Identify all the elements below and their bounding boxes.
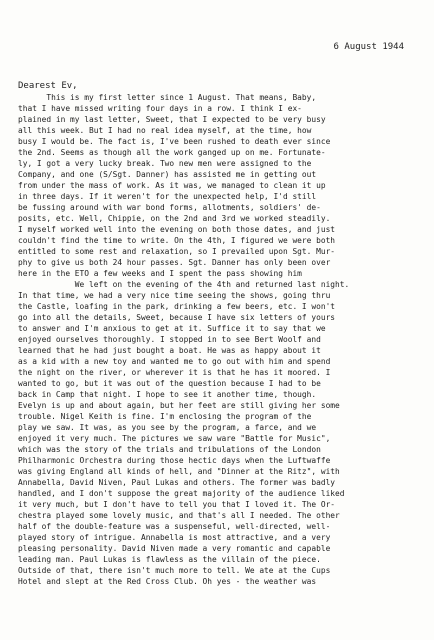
letter-line: was giving England all kinds of hell, and "Dinner at the Ritz", with bbox=[18, 467, 340, 476]
letter-line: from under the mass of work. As it was, we managed to clean it up bbox=[18, 181, 326, 190]
letter-line: as a kid with a new toy and wanted me to go out with him and spend bbox=[18, 357, 331, 366]
letter-line: wanted to go, but it was out of the question because I had to be bbox=[18, 379, 321, 388]
letter-line: handled, and I don't suppose the great majority of the audience liked bbox=[18, 489, 345, 498]
letter-line: to answer and I'm anxious to get at it. Suffice it to say that we bbox=[18, 324, 326, 333]
letter-line: all this week. But I had no real idea myself, at the time, how bbox=[18, 126, 312, 135]
letter-line: Evelyn is up and about again, but her feet are still giving her some bbox=[18, 401, 340, 410]
letter-line: posits, etc. Well, Chippie, on the 2nd and 3rd we worked steadily. bbox=[18, 214, 331, 223]
letter-line: leading man. Paul Lukas is flawless as the villain of the piece. bbox=[18, 555, 321, 564]
letter-line: enjoyed ourselves thoroughly. I stopped in to see Bert Woolf and bbox=[18, 335, 321, 344]
letter-line: which was the story of the trials and tribulations of the London bbox=[18, 445, 321, 454]
letter-line: go into all the details, Sweet, because I have six letters of yours bbox=[18, 313, 336, 322]
letter-line: I myself worked well into the evening on both those dates, and just bbox=[18, 225, 336, 234]
letter-line: plained in my last letter, Sweet, that I expected to be very busy bbox=[18, 115, 326, 124]
letter-salutation: Dearest Ev, bbox=[18, 81, 78, 91]
letter-line: entitled to some rest and relaxation, so I prevailed upon Sgt. Mur- bbox=[18, 247, 336, 256]
letter-line: Hotel and slept at the Red Cross Club. Oh yes - the weather was bbox=[18, 577, 317, 586]
letter-date: 6 August 1944 bbox=[333, 42, 404, 52]
letter-line: We left on the evening of the 4th and returned last night. bbox=[18, 280, 350, 289]
letter-line: the 2nd. Seems as though all the work ganged up on me. Fortunate- bbox=[18, 148, 326, 157]
letter-line: here in the ETO a few weeks and I spent the pass showing him bbox=[18, 269, 302, 278]
letter-line: couldn't find the time to write. On the 4th, I figured we were both bbox=[18, 236, 336, 245]
letter-line: Philharmonic Orchestra during those hectic days when the Luftwaffe bbox=[18, 456, 331, 465]
letter-line: trouble. Nigel Keith is fine. I'm enclosing the program of the bbox=[18, 412, 312, 421]
letter-line: This is my first letter since 1 August. That means, Baby, bbox=[18, 93, 317, 102]
letter-line: ly, I got a very lucky break. Two new men were assigned to the bbox=[18, 159, 312, 168]
letter-line: learned that he had just bought a boat. He was as happy about it bbox=[18, 346, 321, 355]
letter-line: the night on the river, or wherever it is that he has it moored. I bbox=[18, 368, 331, 377]
letter-line: pleasing personality. David Niven made a very romantic and capable bbox=[18, 544, 331, 553]
letter-line: it very much, but I don't have to tell you that I loved it. The Or- bbox=[18, 500, 336, 509]
letter-line: be fussing around with war bond forms, allotments, soldiers' de- bbox=[18, 203, 321, 212]
letter-line: half of the double-feature was a suspenseful, well-directed, well- bbox=[18, 522, 331, 531]
letter-line: phy to give us both 24 hour passes. Sgt. Danner has only been over bbox=[18, 258, 331, 267]
letter-body bbox=[18, 92, 428, 587]
letter-line: Annabella, David Niven, Paul Lukas and others. The former was badly bbox=[18, 478, 336, 487]
letter-line: enjoyed it very much. The pictures we saw ware "Battle for Music", bbox=[18, 434, 331, 443]
letter-line: the Castle, loafing in the park, drinking a few beers, etc. I won't bbox=[18, 302, 336, 311]
letter-line: Outside of that, there isn't much more to tell. We ate at the Cups bbox=[18, 566, 331, 575]
letter-line: that I have missed writing four days in a row. I think I ex- bbox=[18, 104, 302, 113]
letter-line: In that time, we had a very nice time seeing the shows, going thru bbox=[18, 291, 331, 300]
letter-line: back in Camp that night. I hope to see it another time, though. bbox=[18, 390, 317, 399]
letter-line: play we saw. It was, as you see by the program, a farce, and we bbox=[18, 423, 317, 432]
letter-line: chestra played some lovely music, and that's all I needed. The other bbox=[18, 511, 340, 520]
letter-line: in three days. If it weren't for the unexpected help, I'd still bbox=[18, 192, 317, 201]
letter-line: Company, and one (S/Sgt. Danner) has assisted me in getting out bbox=[18, 170, 317, 179]
letter-line: played story of intrigue. Annabella is most attractive, and a very bbox=[18, 533, 331, 542]
letter-line: busy I would be. The fact is, I've been rushed to death ever since bbox=[18, 137, 331, 146]
